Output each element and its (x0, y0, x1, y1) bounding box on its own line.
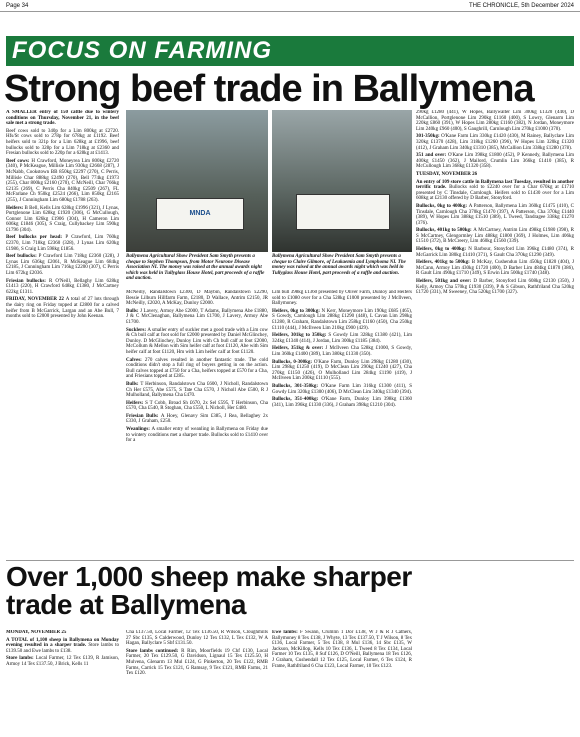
paragraph (416, 247, 574, 258)
paragraph (6, 129, 119, 157)
paragraph-text: Cha £137.50, Local Farmer, 12 Tex £136.50, R Wilson, Cloughmills 27 Sbc £135, S Calderwood, Dunloy 12 Tex £132, L Tex £132, W A Hagan, Ballyclare 5 Sbf £131.50. (126, 630, 268, 647)
paragraph (272, 360, 412, 382)
paragraph (126, 382, 268, 399)
photo-caption-2: Ballymena Agricultural Show President Sam Smyth presents a cheque to Claire Gilmore, of Leukaemia and Lymphoma NI. The money was raised at the annual awards night which was held in Tullyglass House Hotel, part proceeds of a raffle and auction. (272, 254, 406, 276)
paragraph (416, 204, 574, 226)
paragraph-lead: Heifers, 0kg to 400kg: (416, 247, 469, 253)
paragraph-lead: FRIDAY, NOVEMBER 22 (6, 297, 66, 303)
paragraph-text: O'Kane Farm, Dunloy Lim 298kg £1280 (430), Lim 298kg £1250 (419), D McClean Lim 290kg £1240 (427), Cha 270kg £1150 (426), O Mulholland Lim 284kg £1190 (419), J McIlveen Lim 200kg £1110 (555). (272, 359, 412, 382)
banner-title: FOCUS ON FARMING (12, 37, 272, 64)
paragraph-text: P Crawford Lim 718kg £2360 (328), J Lynas Lim 636kg £2061, R McKeague Lim 684kg £2185, J Cunningham Lim 716kg £2200 (307), C Perris Lim 672kg £2036. (6, 254, 119, 277)
paragraph (6, 235, 119, 252)
paragraph-lead: Heifers, 401kg to 500kg: (416, 260, 472, 266)
paragraph-lead: An entry of 109 store cattle in Ballymena last Tuesday, resulted in another terrific trade. (416, 179, 574, 191)
paragraph-text: N Barbour, Stonyford Lim 396kg £1480 (374), R McGarrick Lim 380kg £1410 (371), S Gault Cha 370kg £1290 (349). (416, 247, 574, 258)
paragraph (6, 110, 119, 127)
paragraph (272, 309, 412, 331)
paragraph-text: A total of 27 lots through the dairy ring on Friday topped at £2800 for a calved heifer from B McGarrick, Largan and an Abe Bull, 7 months sold to £2000 presented by John Keenan. (6, 297, 119, 320)
paragraph-lead: Store lambs: (6, 656, 36, 662)
paper-dateline: THE CHRONICLE, 5th December 2024 (468, 2, 574, 9)
paragraph-lead: Weanlings: (126, 427, 152, 433)
article2-column-2 (126, 630, 268, 734)
paragraph (126, 414, 268, 425)
article2-column-3 (272, 630, 412, 734)
paragraph (416, 228, 574, 245)
paragraph-lead: Bulls: (126, 381, 141, 387)
paragraph (126, 358, 268, 380)
paragraph-text: Lim bull 398kg £1360 presented by Oliver Farm, Dunloy and Heifers sold to £1080 over for a Cha 528kg £1000 presented by J McIlveen, Ballymoney. (272, 290, 412, 307)
paragraph-text: O'Kane Lim 398kg £1800 (452), P Kennedy, Ballymena Lim 400kg £1450 (362), J Mailord, Crumlin Lim 366kg £1410 (385), R McCullough Lim 368kg £1320 (358). (416, 153, 574, 170)
main-headline: Strong beef trade in Ballymena (4, 68, 534, 110)
paragraph (416, 153, 574, 170)
paragraph (126, 427, 268, 444)
paragraph (6, 297, 119, 319)
paragraph-text: McNeilly, Randalstown £2300, D Maybin, Randalstown £2290, Bessie Lilburn Hillfarm Farm, £2180, D Wallace, Antrim £2150, JR McNeilly, £2020, A McKay, Dunloy £2000. (126, 290, 268, 307)
paragraph-text: Bullocks sold to £2240 over for a Char 670kg at £1710 presented by C Tinsdale, Carnlough. Heifers sold to £1430 over for a Lim 608kg at £2130 offered by D Barber, Stonyford. (416, 185, 574, 202)
paragraph (416, 279, 574, 296)
article-column-3 (272, 290, 412, 552)
paragraph-lead: Store lambs continued: (126, 648, 182, 654)
paragraph-lead: MONDAY, NOVEMBER 25 (6, 630, 67, 635)
paragraph-lead: Beef bullocks: (6, 254, 39, 260)
paragraph-text: J Lavery, Armoy Abe £2000, T Adams, Ballymena Abe £1880, J & C McClenaghan, Ballymena Lim £1700, J Lavery, Armoy Abe £1700. (126, 308, 268, 325)
paragraph (416, 110, 574, 132)
paragraph-text: P Crawford, Lim 760kg £2370, Lim 718kg £2360 (328), J Lynas Lim 620kg £1986, S Craig Lim 598kg £1856. (6, 235, 119, 252)
paragraph-text: J McIlveen Cha 528kg £1000, S Gowdy, Lim 360kg £1400 (389), Lim 380kg £1330 (350). (272, 346, 412, 357)
photo-cheque-mnda (126, 110, 268, 252)
paragraph (6, 159, 119, 204)
paragraph (126, 309, 268, 326)
paragraph (126, 649, 268, 677)
page-number: Page 34 (6, 2, 29, 9)
article2-column-1 (6, 630, 119, 734)
article-column-2 (126, 290, 268, 552)
paragraph-lead: Bullocks, 351-400kg: (272, 397, 322, 403)
paragraph-text: Beef cows sold to 340p for a Lim 800kg at £2720. Hfs/St cows sold to 278p for 678kg at £1192. Beef heifers sold to 321p for a Lim 628kg at £1996, beef bullocks sold to 328p for a Lim 718kg at £2360 and Fresian bullocks sold to 220p for a 628kg at £1413. (6, 128, 119, 157)
paragraph-lead: Bullocks, 301-350kg: (272, 383, 321, 389)
paragraph (6, 206, 119, 234)
paragraph-lead: Heifers: (126, 400, 146, 406)
paragraph-text: A smaller entry of suckler met a good trade with a Lim cow & Ch bull calf at foot sold for £2000 presented by Daniel McGlinchey, Dunloy. D McGlinchey, Dunloy Lim with Ch bull calf at foot £2000, McCollum & Mellon with Sim heifer calf at foot £1120, Abe with Sim heifer calf at foot £1120, Hm with Lim heifer calf at foot £1120. (126, 327, 268, 355)
page-header (0, 0, 580, 12)
paragraph-text: Store lambs to £139.50 and Ewe lambs to £138. (6, 643, 119, 654)
paragraph-lead: Sucklers: (126, 327, 148, 333)
paragraph-lead: Heifers, 301kg to 350kg: (272, 333, 329, 339)
paragraph-text: A Hoey, Glenavy Sim £385, J Rea, Bellaghey 2x £330, J Graham, £250. (126, 413, 268, 425)
paragraph (126, 630, 268, 647)
paragraph (272, 397, 412, 408)
paragraph (126, 328, 268, 356)
paragraph (416, 260, 574, 277)
paragraph (272, 333, 412, 344)
paragraph-text: A McCartney, Antrim Lim 498kg £1980 (398), R S McCartney, Glengormley Lim 488kg £1800 (369), J Holmes, Lim 406kg £1510 (372), B McCreery, Lim 460kg £1560 (339). (416, 228, 574, 245)
paragraph-lead: Heifers: (6, 205, 25, 211)
cheque-placard (296, 194, 390, 230)
paragraph-lead: Heifers, 351kg & over: (272, 346, 326, 352)
paragraph (416, 134, 574, 151)
paragraph-text: 270 calves resulted in another fantastic trade. The cold conditions didn't stop a full ring of buyers getting in on the action. Bull calves topped at £750 for a Cha, heifers topped at £570 for a Cha, and Friesians topped at £285. (126, 357, 268, 380)
paragraph-text: O'Kane Farm Lim 316kg £1300 (411), S Gowdy Lim 320kg £1300 (406), D McClean Lim 340kg £1340 (394). (272, 383, 412, 395)
paragraph-lead: Ewe lambs: (272, 630, 300, 635)
section-banner (6, 36, 574, 66)
photo-caption-1: Ballymena Agricultural Show President Sam Smyth presents a cheque to Stephen Thompson, from Motor Neurone Disease Association NI. The money was raised at the annual awards night which was held in Tullyglass House Hotel, part proceeds of a raffle and auction. (126, 254, 265, 282)
paragraph-lead: TUESDAY, NOVEMBER 26 (416, 171, 478, 177)
paragraph-lead: A SMALLER entry of 150 cattle due to wintery conditions on Thursday, November 21, in the beef sale met a strong trade. (6, 110, 119, 127)
paragraph (6, 656, 119, 667)
paragraph-text: O'Kane Farm, Dunloy Lim 398kg £1360 (341), Lim 396kg £1330 (336), J Graham 398kg £1210 (304). (272, 397, 412, 408)
paragraph-lead: Bullocks, 0kg to 400kg: (416, 203, 469, 209)
paragraph-lead: Beef cows: (6, 158, 32, 164)
paragraph-text: S Gowdy Lim 328kg £1380 (421), Lim 324kg £1340 (414), J Jordan, Lim 300kg £1185 (384). (272, 333, 412, 344)
paragraph (272, 346, 412, 357)
paragraph-lead: Friesian bullocks: (6, 278, 49, 284)
paragraph (416, 180, 574, 202)
paragraph (272, 630, 412, 669)
paragraph-lead: Calves: (126, 357, 145, 363)
paragraph-text: N Kerr, Moneymore Lim 190kg £685 (465), S Gowdy, Carnlough Lim 288kg £1290 (448), L Cavan Lim 298kg £1280, R Graham, Randalstown Lim 258kg £1160 (450), Cha 250kg £1110 (444), J McIlveen Lim 210kg £900 (429). (272, 308, 412, 331)
paragraph-text: 290kg £1280 (441), W Hopes, Ballywalter Lim 300kg £1320 (440), D McCallion, Portglenone Lim 290kg £1160 (400), S Lowry, Glenarm Lim 220kg £860 (391), W Hopes Lim 280kg £1160 (382), N Jordan, Moneymore Lim 240kg £960 (400), S Gaughrill, Carnlough Lim 270kg £1000 (370). (416, 110, 574, 132)
paragraph-text: B McKay, Cushendun Lim 450kg £1820 (404), J McCann, Armoy Lim 430kg £1720 (400), D Barber Lim 484kg £1870 (386), R Gault Lim 490kg £1710 (349), S Erwin Lim 500kg £1740 (348). (416, 260, 574, 277)
paragraph-text: O'Kane Farm Lim 330kg £1420 (430), M Rainey, Ballyclare Lim 320kg £1370 (428), Lim 318kg £1260 (396), W Hopes Lim 320kg £1320 (412), J Graham Lim 340kg £1310 (385), McCallion Lim 338kg £1280 (378). (416, 134, 574, 151)
paragraph-lead: 301-350kg: (416, 134, 442, 140)
paragraph (6, 279, 119, 296)
paragraph-lead: Beef bullocks per head: (6, 235, 66, 241)
article-column-4 (416, 110, 574, 552)
paragraph (126, 401, 268, 412)
paragraph-text: Local Farmer, 12 Tex £139, R Jamison, Armoy 14 Tex £137.50, J Brick, Kells 11 (6, 656, 119, 667)
paragraph-lead: Heifers, 0kg to 300kg: (272, 308, 322, 314)
paragraph-lead: Heifers, 501kg and over: (416, 279, 474, 285)
paragraph (6, 630, 119, 636)
article-column-1 (6, 110, 119, 552)
paragraph (6, 638, 119, 655)
paragraph-text: D Barber, Stonyford Lim 608kg £2130 (350), J Kelly, Armoy Cha 570kg £1930 (339), P & S Gibson, Rathfriland Cha 520kg £1720 (331), M Sweeney, Cha 520kg £1700 (327). (416, 279, 574, 296)
paragraph-lead: Friesian Bulls: (126, 413, 161, 419)
paragraph-text: F Swann, Crumlin 1 Dor £138, W J & R J Cathers, Ballymoney 8 Tex £138, J Whyte, 13 Tex £137.50, T J Wilson, 8 Tex £136, Local Farmer, 5 Tex £138, 8 Mul £136, 14 Sbc £135, W Jackson, McKillop, Kells 10 Tex £136, L Tweed 8 Tex £134, Local Farmer 10 Tex £135, 8 Suf £126, D O'Neill, Ballymena 18 Tex £126, J Graham, Cushendall 12 Tex £125, Local Farmer, 6 Tex £124, R Frame, Rathfriland 6 Cha £123, Local Farmer, 10 Tex £123. (272, 630, 412, 669)
second-headline: Over 1,000 sheep make sharper trade at Ballymena (6, 561, 412, 620)
paragraph (272, 384, 412, 395)
paragraph-text: A Patterson, Ballymena Lim 360kg £1475 (410), C Tinsdale, Carnlough Cha 370kg £1470 (397), A Patterson, Cha 370kg £1440 (389), W Hopes Lim 388kg £1510 (389), L Tweed, Tandragee 338kg £1270 (376). (416, 203, 574, 226)
paragraph (6, 254, 119, 276)
paragraph-text: A smaller entry of weanling in Ballymena on Friday due to wintery conditions met a sharper trade. Bullocks sold to £1410 over for a (126, 427, 268, 444)
paragraph-lead: Bulls: (126, 308, 141, 314)
paragraph-lead: Bullocks, 401kg to 500kg: (416, 228, 474, 234)
paragraph-text: R Rim, Moorfields 19 Chf £130, Local Farmer, 20 Tex £129.50, G Davidson, Lignaul 15 Tex £125.50, H Mulvena, Glenarm 13 Mul £124, G Pinkerton, 20 Tex £122, RMB Farms, Carrick 15 Tex £121, G Ramsay, 9 Tex £121, RMB Farms, 21 Tex £120. (126, 648, 268, 677)
paragraph-lead: Bullocks, 0-300kg: (272, 359, 314, 365)
paragraph-lead: 351 and over: (416, 153, 448, 159)
paragraph-text: R O'Neill, Bellaghy Lim 628kg £1413 (220), H Crawford 648kg £1380, J McCartney 622kg £1311. (6, 278, 119, 295)
paragraph-text: T Herbinson, Randalstown Cha £600, J Nicholl, Randalstown Ch Her £575, Abe £575, S Tate Cha £570, J Nicholl Abe £500, R J Mulholland, Ballymena Cha £470. (126, 381, 268, 399)
paragraph (126, 290, 268, 307)
paragraph (272, 290, 412, 307)
paragraph-text: H Crawford, Moneyrea Lim 800kg £2720 (340), P McKeague, Millisle Lim 930kg £2668 (287), J McNabb, Cookstown BB 850kg £2297 (270), C Perris, Millisle Char 888kg £2490 (270), Bell 774kg £1973 (255), Char 800kg £2160 (270), C McNeill, Char 766kg £2135 (269), C Perris Cha 840kg £2509 (267), FL McFarlane Ch 950kg £2524 (266), Lim 850kg £2165 (255), J Cunningham Lim 680kg £1788 (263). (6, 158, 119, 203)
paragraph-text: B Bell, Kells Lim 628kg £1996 (321), J Lynas, Portglenone Lim 628kg £1920 (306), G McCullough, Connor Lim 626kg £1906 (304), H Cameron Lim 606kg £1846 (305), S Craig, Cullybackey Lim 590kg £1796 (304). (6, 205, 119, 233)
paragraph (416, 172, 574, 178)
paragraph-text: S T Cobb, Broad Sh £670, 2x Sel £595, T Herbinson, Cha £570, Cha £540, R Stoghan, Cha £550, L Nicholl, Her £480. (126, 400, 268, 412)
photo-cheque-leukaemia (272, 110, 412, 252)
paragraph-lead: A TOTAL of 1,100 sheep in Ballymena on Monday evening resulted in a sharper trade. (6, 637, 119, 649)
cheque-placard: MNDA (156, 198, 244, 230)
